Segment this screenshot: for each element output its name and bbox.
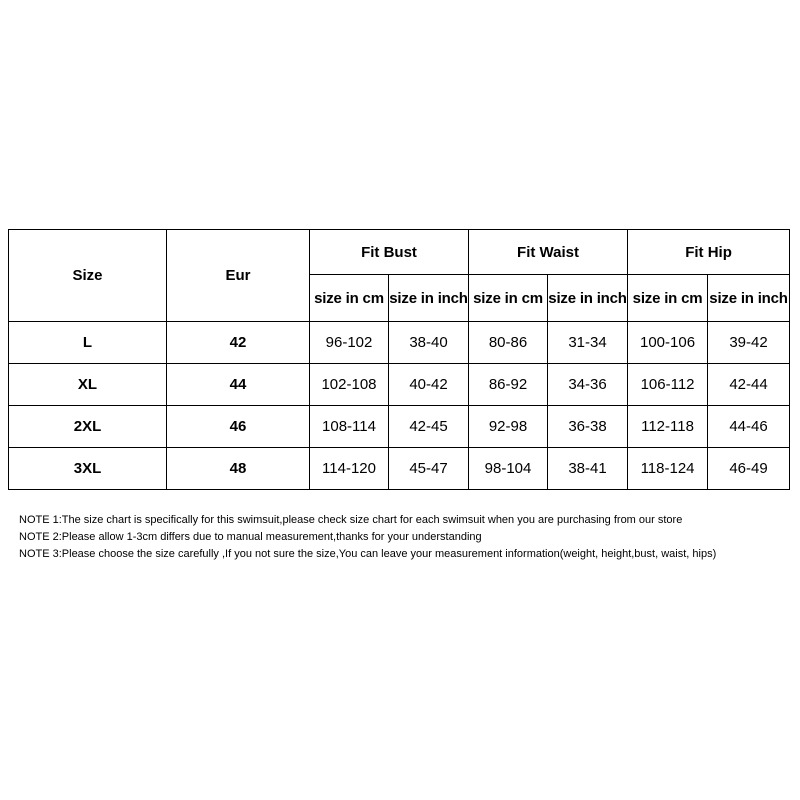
- cell-eur: 42: [167, 322, 310, 364]
- header-size: Size: [9, 230, 167, 322]
- header-row-groups: [9, 230, 790, 275]
- cell-bust-cm: 114-120: [310, 448, 389, 490]
- cell-hip-cm: 106-112: [628, 364, 708, 406]
- subheader-hip-cm: size in cm: [628, 275, 708, 322]
- cell-waist-inch: 31-34: [548, 322, 628, 364]
- cell-eur: 46: [167, 406, 310, 448]
- cell-bust-inch: 45-47: [389, 448, 469, 490]
- cell-size: XL: [9, 364, 167, 406]
- cell-hip-cm: 118-124: [628, 448, 708, 490]
- cell-bust-inch: 40-42: [389, 364, 469, 406]
- header-eur: Eur: [167, 230, 310, 322]
- cell-waist-cm: 98-104: [469, 448, 548, 490]
- note-2: NOTE 2:Please allow 1-3cm differs due to manual measurement,thanks for your understanding: [19, 531, 482, 543]
- subheader-hip-inch: size in inch: [708, 275, 790, 322]
- cell-waist-cm: 86-92: [469, 364, 548, 406]
- cell-hip-inch: 46-49: [708, 448, 790, 490]
- cell-bust-inch: 38-40: [389, 322, 469, 364]
- cell-waist-cm: 92-98: [469, 406, 548, 448]
- notes-section: [19, 512, 794, 563]
- cell-eur: 48: [167, 448, 310, 490]
- cell-bust-inch: 42-45: [389, 406, 469, 448]
- subheader-bust-inch: size in inch: [389, 275, 469, 322]
- size-chart-table: [8, 229, 790, 490]
- cell-waist-inch: 36-38: [548, 406, 628, 448]
- cell-waist-inch: 38-41: [548, 448, 628, 490]
- cell-size: L: [9, 322, 167, 364]
- cell-bust-cm: 102-108: [310, 364, 389, 406]
- note-3: NOTE 3:Please choose the size carefully ,If you not sure the size,You can leave your measurement information(weight, height,bust, waist, hips): [19, 548, 717, 560]
- subheader-bust-cm: size in cm: [310, 275, 389, 322]
- subheader-waist-inch: size in inch: [548, 275, 628, 322]
- cell-waist-inch: 34-36: [548, 364, 628, 406]
- cell-hip-cm: 100-106: [628, 322, 708, 364]
- header-fit-bust: Fit Bust: [310, 230, 469, 275]
- cell-hip-inch: 39-42: [708, 322, 790, 364]
- subheader-waist-cm: size in cm: [469, 275, 548, 322]
- header-fit-waist: Fit Waist: [469, 230, 628, 275]
- cell-bust-cm: 96-102: [310, 322, 389, 364]
- cell-size: 2XL: [9, 406, 167, 448]
- header-fit-hip: Fit Hip: [628, 230, 790, 275]
- table-row: [9, 448, 790, 490]
- cell-hip-inch: 44-46: [708, 406, 790, 448]
- table-row: [9, 406, 790, 448]
- cell-hip-cm: 112-118: [628, 406, 708, 448]
- table-row: [9, 322, 790, 364]
- table-row: [9, 364, 790, 406]
- note-1: NOTE 1:The size chart is specifically for this swimsuit,please check size chart for each swimsuit when you are purchasing from our store: [19, 514, 683, 526]
- cell-eur: 44: [167, 364, 310, 406]
- cell-hip-inch: 42-44: [708, 364, 790, 406]
- cell-waist-cm: 80-86: [469, 322, 548, 364]
- cell-bust-cm: 108-114: [310, 406, 389, 448]
- cell-size: 3XL: [9, 448, 167, 490]
